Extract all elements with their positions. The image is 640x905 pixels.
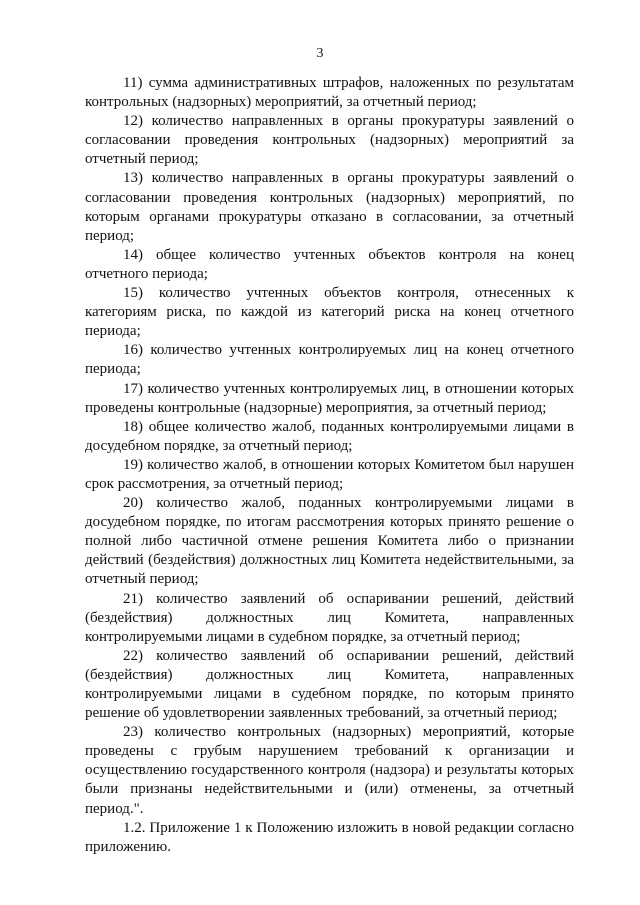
list-item-16: 16) количество учтенных контролируемых лиц на конец отчетного периода;	[85, 342, 574, 378]
amendment-paragraph-1-2: 1.2. Приложение 1 к Положению изложить в новой редакции согласно приложению.	[85, 819, 574, 855]
list-item-20: 20) количество жалоб, поданных контролируемыми лицами в досудебном порядке, по итогам рассмотрения которых принято решение о полной либо частичной отмене решения Комитета либо о признании действий (бездействия) должностных лиц Комитета недействительными, за отчетный период;	[85, 495, 574, 588]
page-number: 3	[316, 46, 324, 61]
list-item-13: 13) количество направленных в органы прокуратуры заявлений о согласовании проведения контрольных (надзорных) мероприятий, по которым органами прокуратуры отказано в согласовании, за отчетный период;	[85, 170, 574, 244]
list-item-22: 22) количество заявлений об оспаривании решений, действий (бездействия) должностных лиц Комитета, направленных контролируемыми лицами в судебном порядке, по которым принято решение об удовлетворении заявленных требований, за отчетный период;	[85, 647, 574, 722]
list-item-23: 23) количество контрольных (надзорных) мероприятий, которые проведены с грубым нарушением требований к организации и осуществлению государственного контроля (надзора) и результаты которых были признаны недействительными и (или) отменены, за отчетный период.".	[85, 724, 574, 817]
list-item-12: 12) количество направленных в органы прокуратуры заявлений о согласовании проведения контрольных (надзорных) мероприятий за отчетный период;	[85, 113, 574, 168]
list-item-15: 15) количество учтенных объектов контроля, отнесенных к категориям риска, по каждой из категорий риска на конец отчетного периода;	[85, 285, 574, 340]
list-item-14: 14) общее количество учтенных объектов контроля на конец отчетного периода;	[85, 246, 574, 282]
list-item-18: 18) общее количество жалоб, поданных контролируемыми лицами в досудебном порядке, за отчетный период;	[85, 418, 574, 454]
list-item-21: 21) количество заявлений об оспаривании решений, действий (бездействия) должностных лиц Комитета, направленных контролируемыми лицами в судебном порядке, за отчетный период;	[85, 590, 574, 645]
document-body	[85, 74, 574, 857]
list-item-19: 19) количество жалоб, в отношении которых Комитетом был нарушен срок рассмотрения, за отчетный период;	[85, 456, 574, 492]
list-item-11: 11) сумма административных штрафов, наложенных по результатам контрольных (надзорных) мероприятий, за отчетный период;	[85, 75, 574, 111]
list-item-17: 17) количество учтенных контролируемых лиц, в отношении которых проведены контрольные (надзорные) мероприятия, за отчетный период;	[85, 380, 574, 416]
